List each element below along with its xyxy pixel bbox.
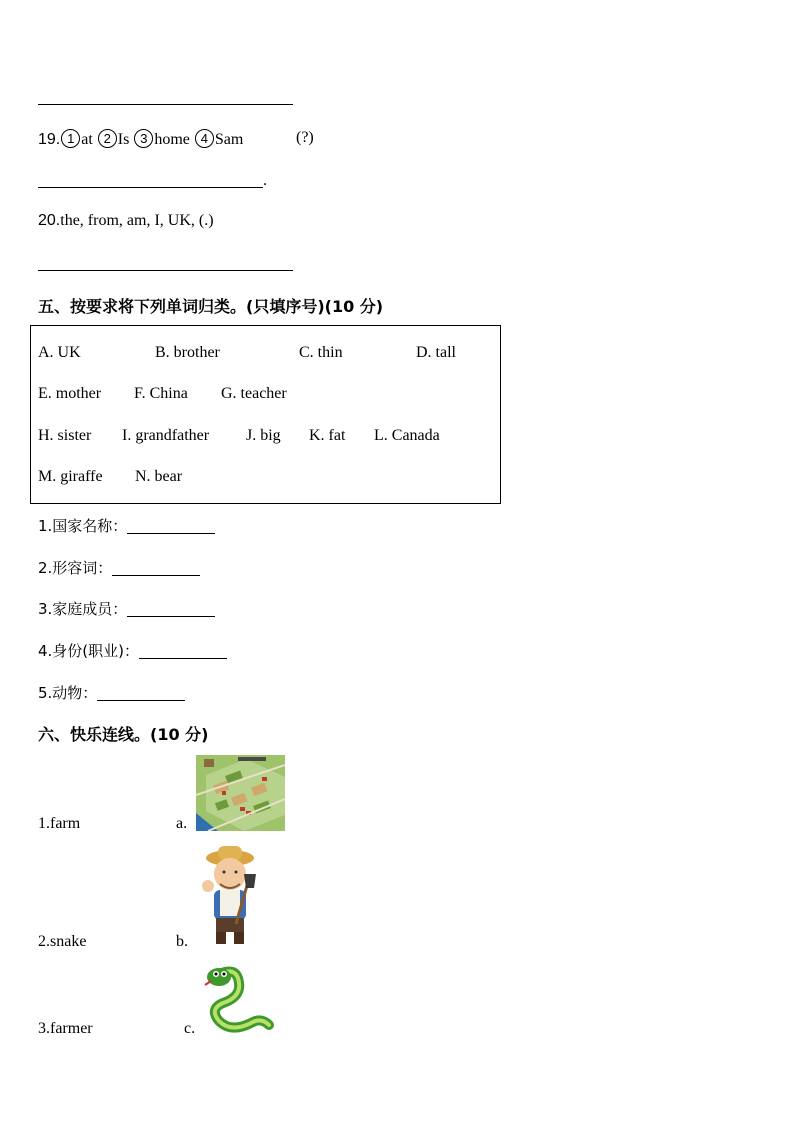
option: A. UK [38,344,81,361]
option: J. big [246,427,281,444]
word: Sam [214,131,244,148]
answer-blank[interactable] [112,561,200,576]
answer-blank[interactable] [139,644,227,659]
option: K. fat [309,427,346,444]
match-word: 3.farmer [38,1020,93,1037]
farmer-image [196,844,268,948]
match-word: 2.snake [38,933,87,950]
category-family [38,598,215,619]
option: C. thin [299,344,343,361]
question-text: the, from, am, I, UK, (.) [60,212,214,229]
answer-blank[interactable] [97,686,185,701]
option: H. sister [38,427,92,444]
circled-marker: 2 [98,129,117,148]
section-6-title: 六、快乐连线。(10 分) [38,725,209,744]
word: at [81,131,93,148]
question-number: 20. [38,212,61,229]
circled-marker: 4 [195,129,214,148]
circled-marker: 3 [134,129,153,148]
category-label: 1.国家名称： [38,517,128,535]
question-20 [38,212,214,230]
option: I. grandfather [122,427,210,444]
match-word: 1.farm [38,815,81,832]
section-5-title: 五、按要求将下列单词归类。(只填序号)(10 分) [38,297,384,316]
word: Is [117,131,130,148]
snake-image [203,963,278,1036]
word-bank-box [30,325,501,504]
option: D. tall [416,344,456,361]
question-19 [38,129,243,149]
answer-line [38,104,293,105]
category-countries [38,515,215,536]
category-occupation [38,640,227,661]
option: L. Canada [374,427,440,444]
category-label: 3.家庭成员： [38,600,128,618]
farm-image [196,755,285,831]
option: E. mother [38,385,102,402]
match-letter: a. [176,815,188,832]
word: home [154,131,190,148]
option: B. brother [155,344,220,361]
category-label: 5.动物： [38,684,98,702]
match-letter: b. [176,933,188,950]
option: F. China [134,385,188,402]
option: G. teacher [221,385,287,402]
match-letter: c. [184,1020,196,1037]
category-adjectives [38,557,200,578]
answer-period: . [263,172,267,189]
category-label: 4.身份(职业)： [38,642,140,660]
answer-line [38,270,293,271]
answer-line [38,187,263,188]
category-label: 2.形容词： [38,559,113,577]
question-19-punctuation: (?) [296,129,314,146]
circled-marker: 1 [61,129,80,148]
option: M. giraffe [38,468,103,485]
answer-blank[interactable] [127,519,215,534]
answer-blank[interactable] [127,602,215,617]
category-animals [38,682,185,703]
question-number: 19. [38,131,61,148]
option: N. bear [135,468,183,485]
